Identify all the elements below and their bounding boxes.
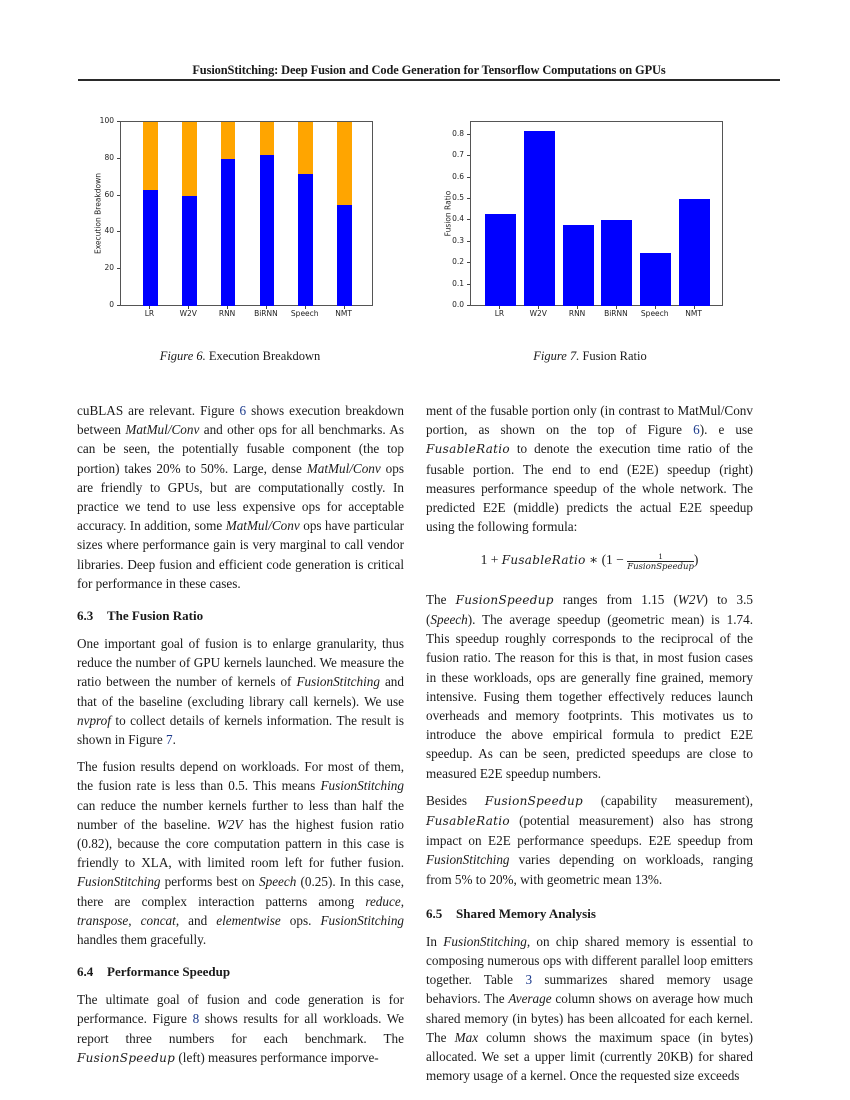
text-run: shows results for all workloads. We report three numbers for each benchmark. The — [77, 1011, 404, 1046]
text-run: , — [128, 912, 141, 928]
x-tick-mark — [499, 306, 500, 309]
math-variable: FusionSpeedup — [484, 793, 583, 808]
text-run: column shows on average how much shared memory (in bytes) has been allcoated for each kernel. The — [426, 991, 753, 1045]
emphasis: Speech — [430, 612, 468, 628]
y-tick-label: 20 — [104, 263, 114, 273]
emphasis: FusionStitching — [320, 778, 404, 794]
x-tick-label: W2V — [179, 309, 197, 318]
text-run: column shows the maximum space (in bytes) allocated. We set a upper limit (currently 20KB) for shared memory usage of a kernel. Once the requested size exceeds — [426, 1029, 753, 1084]
y-tick-mark — [467, 155, 470, 156]
speedup-formula — [426, 550, 753, 571]
left-column — [77, 401, 404, 1076]
y-tick-mark — [467, 177, 470, 178]
x-tick-mark — [188, 306, 189, 309]
x-tick-mark — [655, 306, 656, 309]
running-header-title: FusionStitching: Deep Fusion and Code Generation for Tensorflow Computations on GPUs — [192, 63, 666, 77]
fraction-denominator: FusionSpeedup — [627, 561, 694, 572]
x-tick-label: Speech — [640, 309, 669, 318]
formula-var: FusableRatio — [501, 553, 586, 568]
text-run: to collect details of kernels information. The result is shown in Figure — [77, 712, 404, 748]
y-tick-label: 0.6 — [452, 171, 464, 181]
y-tick-mark — [467, 134, 470, 135]
text-run: summarizes shared memory usage behaviors. The — [426, 972, 753, 1007]
emphasis: FusionStitching — [296, 674, 380, 690]
y-tick-mark — [117, 195, 120, 196]
bar-birnn — [601, 220, 632, 306]
text-run: shows execution breakdown between — [77, 403, 405, 438]
formula-mid: ∗ (1 − — [585, 552, 628, 568]
text-run: ). The average speedup (geometric mean) is 1.74. This speedup roughly corresponds to the reciprocal of the fusion ratio. The reason for this is that, in most fusion cases in these workloads, ops are generally fine grained, memory intensive. Fusing them together effectively reduces launch overheads and memory footprints. This motivates us to introduce the above empirical formula to predict E2E speedup. As can be seen, predicted speedups are close to measured E2E speedup numbers. — [426, 612, 753, 781]
emphasis: reduce — [365, 893, 401, 909]
text-run: varies depending on workloads, ranging from 5% to 20%, with geometric mean 13%. — [426, 852, 753, 887]
text-run: has the highest fusion ratio (0.82), because the core computation pattern in this case is friendly to XLA, with limited room left for futher fusion. — [77, 816, 404, 871]
bar-nmt-fusable — [337, 122, 352, 205]
paragraph — [426, 401, 753, 536]
math-variable: FusionSpeedup — [455, 592, 554, 607]
y-tick-label: 0.1 — [452, 278, 464, 288]
bar-w2v-matmul-conv — [182, 196, 197, 306]
emphasis: W2V — [677, 591, 704, 607]
text-run: One important goal of fusion is to enlarge granularity, thus reduce the number of GPU kernels launched. We measure the ratio between the number of kernels of — [77, 636, 404, 690]
y-tick-label: 40 — [104, 226, 114, 236]
bar-w2v-fusable — [182, 122, 197, 196]
paragraph — [77, 401, 404, 593]
x-tick-label: LR — [144, 309, 155, 318]
emphasis: FusionStitching — [426, 852, 510, 868]
text-run: ops are friendly to GPUs, but are computationally costly. In practice we tend to use less expensive ops for acceptable accuracy. In addition, some — [77, 460, 404, 534]
cross-reference-link[interactable]: 6 — [239, 403, 247, 418]
bar-lr-fusable — [143, 122, 158, 190]
bar-speech-fusable — [298, 122, 313, 174]
bar-nmt — [679, 199, 710, 306]
text-run: ranges from 1.15 ( — [553, 591, 678, 607]
y-tick-mark — [467, 219, 470, 220]
formula-lead: 1 + — [480, 552, 502, 568]
text-run: performs best on — [160, 874, 260, 890]
section-number: 6.3 — [77, 608, 94, 624]
x-tick-label: RNN — [568, 309, 586, 318]
section-heading-6-3 — [77, 607, 404, 625]
y-tick-mark — [117, 231, 120, 232]
text-run: , — [400, 893, 404, 909]
text-run: Besides — [426, 792, 485, 808]
bar-lr-matmul-conv — [143, 190, 158, 306]
right-column — [426, 401, 753, 1094]
cross-reference-link[interactable]: 7 — [166, 732, 173, 748]
bar-speech — [640, 253, 671, 306]
x-tick-label: NMT — [685, 309, 702, 318]
y-tick-label: 0 — [109, 300, 114, 309]
text-run: . — [172, 732, 176, 748]
figure-7-caption — [450, 349, 730, 364]
bar-birnn-fusable — [260, 122, 275, 155]
bar-birnn-matmul-conv — [260, 155, 275, 306]
y-tick-label: 0.7 — [452, 150, 464, 160]
emphasis: Max — [454, 1029, 479, 1045]
text-run: , and — [175, 912, 217, 928]
bar-lr — [485, 214, 516, 306]
paragraph — [426, 791, 753, 889]
execution-breakdown-chart — [85, 115, 385, 330]
math-variable: FusionSpeedup — [77, 1050, 176, 1065]
emphasis: Speech — [259, 874, 297, 890]
y-tick-mark — [117, 121, 120, 122]
plot-area — [120, 121, 373, 306]
text-run: (left) measures performance imporve- — [175, 1049, 379, 1065]
fusion-ratio-chart — [435, 115, 735, 330]
text-run: , on chip shared memory is essential to composing numerous ops with different parallel loop emitters together. Table — [426, 933, 753, 988]
x-tick-label: W2V — [529, 309, 547, 318]
text-run: ops have particular sizes where performance gain is very marginal to call vendor libraries. Deep fusion and efficient code generation is critical for performance in these cases. — [77, 518, 404, 591]
x-tick-mark — [577, 306, 578, 309]
math-variable: FusableRatio — [426, 814, 510, 829]
y-tick-mark — [467, 198, 470, 199]
section-title: The Fusion Ratio — [107, 608, 204, 624]
paragraph — [426, 590, 753, 783]
y-tick-label: 80 — [104, 152, 114, 162]
bar-w2v — [524, 131, 555, 306]
x-tick-label: BiRNN — [604, 309, 628, 318]
figure-7-label: Figure 7. — [533, 349, 580, 363]
figure-7-caption-text: Fusion Ratio — [582, 349, 647, 363]
emphasis: FusionStitching — [443, 933, 527, 949]
math-variable: FusableRatio — [426, 442, 510, 457]
cross-reference-link[interactable]: 6 — [693, 422, 700, 438]
x-tick-label: BiRNN — [254, 309, 278, 318]
text-run: and that of the baseline (excluding library call kernels). We use — [77, 674, 404, 709]
x-tick-mark — [266, 306, 267, 309]
section-heading-6-4 — [77, 963, 404, 981]
text-run: handles them gracefully. — [77, 932, 207, 948]
text-run: ops. — [280, 912, 321, 928]
emphasis: concat — [140, 912, 176, 928]
text-run: ) to 3.5 ( — [426, 591, 753, 628]
emphasis: transpose — [77, 912, 129, 928]
text-run: The ultimate goal of fusion and code generation is for performance. Figure — [77, 992, 404, 1027]
x-tick-label: NMT — [335, 309, 352, 318]
y-tick-label: 0.5 — [452, 193, 464, 203]
cross-reference-link[interactable]: 3 — [525, 972, 533, 988]
section-number: 6.5 — [426, 905, 443, 921]
x-tick-label: RNN — [218, 309, 236, 318]
emphasis: elementwise — [216, 912, 281, 928]
figure-6-label: Figure 6. — [159, 349, 206, 363]
emphasis: W2V — [216, 816, 243, 832]
emphasis: MatMul/Conv — [306, 460, 381, 476]
y-tick-label: 0.3 — [452, 235, 464, 245]
bar-nmt-matmul-conv — [337, 205, 352, 306]
text-run: In — [426, 933, 444, 949]
text-run: ). e use — [699, 422, 753, 438]
emphasis: FusionStitching — [320, 912, 405, 928]
header-rule — [78, 79, 780, 81]
text-run: The fusion results depend on workloads. For most of them, the fusion rate is less than 0.5. This means — [77, 759, 404, 794]
text-run: cuBLAS are relevant. Figure — [77, 403, 240, 418]
figure-6-caption — [100, 349, 380, 364]
section-title: Shared Memory Analysis — [456, 905, 596, 921]
text-run: to denote the execution time ratio of the fusable portion. The end to end (E2E) speedup (right) measures performance speedup of the whole network. The predicted E2E (middle) predicts the actual E2E speedup using the following formula: — [426, 441, 753, 535]
y-tick-label: 0.4 — [452, 214, 464, 224]
y-tick-mark — [467, 284, 470, 285]
formula-fraction — [627, 551, 694, 572]
text-run: can reduce the number kernels further to less than half the number of the baseline. — [77, 797, 404, 832]
bar-rnn-matmul-conv — [221, 159, 236, 306]
y-axis-label: Fusion Ratio — [443, 190, 453, 236]
x-tick-mark — [305, 306, 306, 309]
text-run: (0.25). In this case, there are complex interaction patterns among — [77, 874, 404, 909]
y-tick-label: 0.0 — [452, 300, 464, 309]
y-tick-mark — [467, 305, 470, 306]
plot-area — [470, 121, 723, 306]
emphasis: Average — [508, 991, 552, 1007]
emphasis: FusionStitching — [77, 874, 161, 890]
paragraph — [77, 634, 404, 749]
y-tick-mark — [467, 262, 470, 263]
text-run: (capability measurement), — [582, 792, 753, 808]
figure-6-caption-text: Execution Breakdown — [208, 349, 321, 363]
cross-reference-link[interactable]: 8 — [192, 1011, 200, 1027]
paragraph — [77, 757, 404, 949]
section-heading-6-5 — [426, 905, 753, 923]
paragraph — [77, 990, 404, 1068]
x-tick-mark — [344, 306, 345, 309]
y-tick-mark — [117, 268, 120, 269]
bar-rnn-fusable — [221, 122, 236, 159]
y-tick-label: 0.2 — [452, 257, 464, 267]
x-tick-mark — [538, 306, 539, 309]
emphasis: nvprof — [77, 712, 111, 728]
text-run: The — [426, 591, 456, 607]
y-tick-label: 60 — [104, 189, 114, 199]
x-tick-mark — [616, 306, 617, 309]
y-tick-label: 100 — [99, 116, 114, 125]
bar-rnn — [563, 225, 594, 306]
x-tick-mark — [227, 306, 228, 309]
section-number: 6.4 — [77, 964, 94, 980]
x-tick-mark — [149, 306, 150, 309]
emphasis: MatMul/Conv — [225, 518, 300, 534]
bar-speech-matmul-conv — [298, 174, 313, 306]
emphasis: MatMul/Conv — [125, 422, 200, 438]
text-run: and other ops for all benchmarks. As can be seen, the potentially fusable component (the top portion) takes 20% to 50%. Large, dense — [77, 422, 404, 476]
y-tick-mark — [117, 305, 120, 306]
y-tick-mark — [467, 241, 470, 242]
paragraph — [426, 932, 753, 1086]
y-tick-label: 0.8 — [452, 128, 464, 138]
x-tick-mark — [694, 306, 695, 309]
y-tick-mark — [117, 158, 120, 159]
text-run: (potential measurement) also has strong impact on E2E performance speedups. E2E speedup from — [426, 813, 753, 849]
formula-tail: ) — [693, 552, 699, 568]
x-tick-label: LR — [494, 309, 505, 318]
x-tick-label: Speech — [290, 309, 319, 318]
section-title: Performance Speedup — [107, 964, 231, 980]
text-run: ment of the fusable portion only (in contrast to MatMul/Conv portion, as shown on the top of Figure — [426, 403, 753, 438]
fraction-numerator: 1 — [627, 551, 694, 562]
y-axis-label: Execution Breakdown — [93, 172, 103, 254]
